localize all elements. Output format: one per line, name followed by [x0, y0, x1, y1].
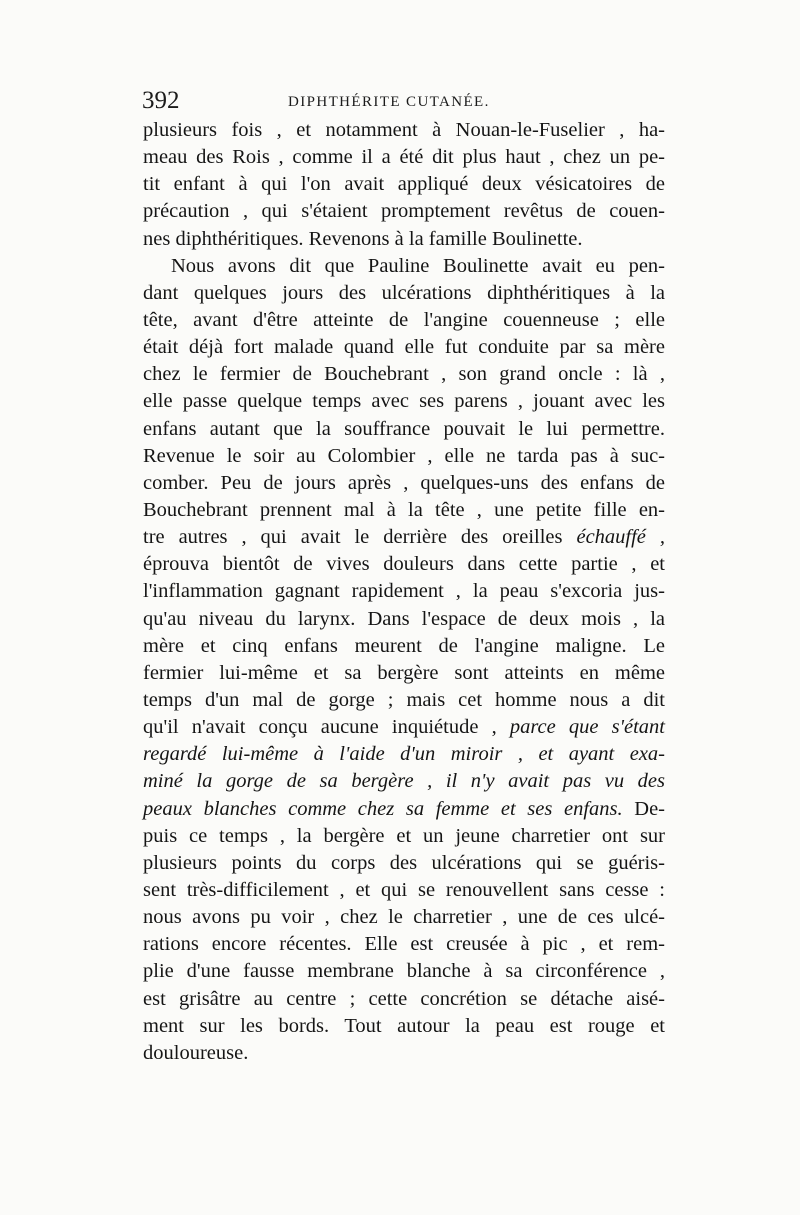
- text-line: [143, 361, 665, 388]
- line-text: Nous avons dit que Pauline Boulinette avait eu pen-: [171, 254, 665, 277]
- line-text: De-: [622, 797, 665, 820]
- page-number: 392: [142, 87, 180, 114]
- italic-text: peaux blanches comme chez sa femme et ses enfans.: [143, 797, 623, 820]
- line-text: Bouchebrant prennent mal à la tête , une petite fille en-: [143, 498, 665, 521]
- line-text: mère et cinq enfans meurent de l'angine maligne. Le: [143, 634, 665, 657]
- line-text: qu'il n'avait conçu aucune inquiétude ,: [143, 716, 510, 739]
- text-line: [143, 578, 665, 605]
- text-line: [143, 633, 665, 660]
- text-line: [143, 714, 665, 741]
- line-text: plusieurs fois , et notamment à Nouan-le-Fuselier , ha-: [143, 119, 665, 141]
- text-line: [143, 931, 665, 958]
- line-text: rations encore récentes. Elle est creusée à pic , et rem-: [143, 933, 665, 956]
- line-text: nous avons pu voir , chez le charretier , une de ces ulcé-: [143, 906, 665, 929]
- text-line: [143, 687, 665, 714]
- text-line: [143, 307, 665, 334]
- text-line: [143, 986, 665, 1013]
- text-line: [143, 171, 665, 198]
- text-line: [143, 416, 665, 443]
- text-line: [143, 606, 665, 633]
- line-text: elle passe quelque temps avec ses parens , jouant avec les: [143, 390, 665, 413]
- text-line: [143, 388, 665, 415]
- line-text: Revenue le soir au Colombier , elle ne tarda pas à suc-: [143, 444, 665, 467]
- text-line: [143, 904, 665, 931]
- text-line: [143, 1040, 665, 1067]
- line-text: l'inflammation gagnant rapidement , la peau s'excoria jus-: [143, 580, 665, 603]
- text-line: [143, 551, 665, 578]
- text-line: [143, 660, 665, 687]
- line-text: comber. Peu de jours après , quelques-uns des enfans de: [143, 471, 665, 494]
- text-line: [143, 470, 665, 497]
- text-line: [143, 850, 665, 877]
- line-text: enfans autant que la souffrance pouvait le lui permettre.: [143, 417, 665, 440]
- line-text: qu'au niveau du larynx. Dans l'espace de deux mois , la: [143, 607, 665, 630]
- italic-text: regardé lui-même à l'aide d'un miroir , et ayant exa-: [143, 743, 665, 766]
- line-text: dant quelques jours des ulcérations diphthéritiques à la: [143, 281, 665, 304]
- line-text: sent très-difficilement , et qui se renouvellent sans cesse :: [143, 878, 665, 901]
- text-line: [143, 497, 665, 524]
- line-text: meau des Rois , comme il a été dit plus haut , chez un pe-: [143, 146, 665, 169]
- line-text: puis ce temps , la bergère et un jeune charretier ont sur: [143, 824, 665, 847]
- italic-text: parce que s'étant: [509, 716, 665, 739]
- line-text: douloureuse.: [143, 1041, 249, 1064]
- line-text: était déjà fort malade quand elle fut conduite par sa mère: [143, 336, 665, 359]
- line-text: plusieurs points du corps des ulcérations qui se guéris-: [143, 851, 665, 874]
- text-line: [143, 117, 665, 144]
- text-line: [143, 958, 665, 985]
- text-line: [143, 768, 665, 795]
- line-text: plie d'une fausse membrane blanche à sa circonférence ,: [143, 960, 665, 983]
- text-line: [143, 280, 665, 307]
- line-text: tit enfant à qui l'on avait appliqué deux vésicatoires de: [143, 173, 665, 196]
- text-line: [143, 524, 665, 551]
- text-line: [143, 443, 665, 470]
- line-text: ment sur les bords. Tout autour la peau est rouge et: [143, 1014, 665, 1037]
- italic-text: miné la gorge de sa bergère , il n'y avait pas vu des: [143, 770, 665, 793]
- text-line: [143, 796, 665, 823]
- line-text: tête, avant d'être atteinte de l'angine couenneuse ; elle: [143, 308, 665, 331]
- line-text: nes diphthéritiques. Revenons à la famille Boulinette.: [143, 227, 583, 250]
- line-text: tre autres , qui avait le derrière des oreilles: [143, 526, 577, 549]
- line-text: fermier lui-même et sa bergère sont atteints en même: [143, 661, 665, 684]
- line-text: chez le fermier de Bouchebrant , son grand oncle : là ,: [143, 363, 665, 386]
- line-text: éprouva bientôt de vives douleurs dans cette partie , et: [143, 553, 665, 576]
- line-text: précaution , qui s'étaient promptement revêtus de couen-: [143, 200, 665, 223]
- text-line: [143, 1013, 665, 1040]
- text-line: [143, 823, 665, 850]
- line-text: temps d'un mal de gorge ; mais cet homme nous a dit: [143, 688, 665, 711]
- text-line: [143, 253, 665, 280]
- text-line: [143, 144, 665, 171]
- running-title: DIPHTHÉRITE CUTANÉE.: [288, 94, 490, 110]
- text-line: [143, 226, 665, 253]
- text-line: [143, 741, 665, 768]
- body-text: [143, 117, 665, 1067]
- text-line: [143, 198, 665, 225]
- text-line: [143, 877, 665, 904]
- text-line: [143, 334, 665, 361]
- italic-text: échauffé ,: [576, 526, 665, 549]
- page-header: [142, 86, 662, 120]
- line-text: est grisâtre au centre ; cette concrétion se détache aisé-: [143, 987, 665, 1010]
